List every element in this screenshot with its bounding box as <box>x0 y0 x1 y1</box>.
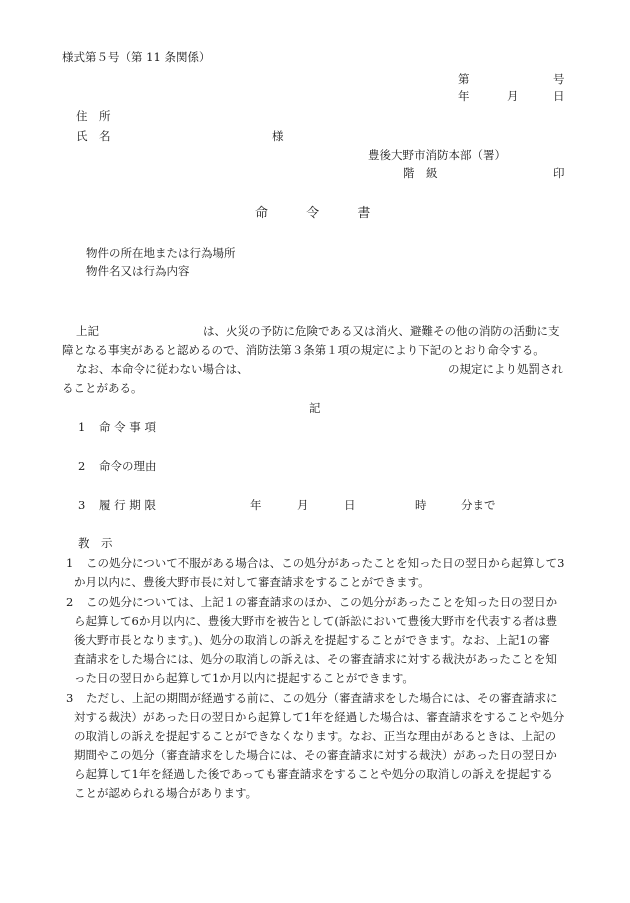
object-name-label: 物件名又は行為内容 <box>86 264 190 278</box>
item-3-label: 履 行 期 限 <box>99 498 156 512</box>
deadline-year-label: 年 <box>250 498 262 512</box>
notice-3-line-6: ことが認められる場合があります。 <box>74 786 258 800</box>
item-2-number: 2 <box>78 459 86 473</box>
rank-label: 階 級 <box>403 166 438 180</box>
body-p2-start: なお、本命令に従わない場合は、 <box>76 362 249 376</box>
date-year-label: 年 <box>458 89 470 103</box>
form-label: 様式第５号（第 11 条関係） <box>62 50 211 64</box>
notice-2-line-2: ら起算して6か月以内に、豊後大野市を被告として(訴訟において豊後大野市を代表する者は豊 <box>74 614 558 628</box>
body-p1-start: 上記 <box>76 324 99 338</box>
notice-3-line-2: 対する裁決）があった日の翌日から起算して1年を経過した場合は、審査請求をすることや処分 <box>74 710 565 724</box>
notice-2-line-3: 後大野市長となります。)、処分の取消しの訴えを提起することができます。なお、上記1の審 <box>74 633 550 647</box>
title-char-3: 書 <box>357 206 371 221</box>
deadline-hour-label: 時 <box>415 498 427 512</box>
notice-3-line-1: ただし、上記の期間が経過する前に、この処分（審査請求をした場合には、その審査請求に <box>86 691 558 705</box>
issuer-org: 豊後大野市消防本部（署） <box>368 148 506 162</box>
notice-1-line-1: この処分について不服がある場合は、この処分があったことを知った日の翌日から起算して3 <box>86 556 565 570</box>
title-char-1: 命 <box>255 206 269 221</box>
date-day-label: 日 <box>553 89 565 103</box>
name-label: 氏 名 <box>76 129 111 143</box>
document-title <box>255 206 370 222</box>
notice-1-line-2: か月以内に、豊後大野市長に対して審査請求をすることができます。 <box>74 575 430 589</box>
title-char-2: 令 <box>306 206 320 221</box>
notice-3-line-5: ら起算して1年を経過した後であっても審査請求をすることや処分の取消しの訴えを提起する <box>74 767 553 781</box>
location-label: 物件の所在地または行為場所 <box>86 246 236 260</box>
notice-3-line-3: の取消しの訴えを提起することができなくなります。なお、正当な理由があるときは、上記の <box>74 729 557 743</box>
notice-3-line-4: 期間やこの処分（審査請求をした場合には、その審査請求に対する裁決）があった日の翌日か <box>74 748 557 762</box>
item-3-number: 3 <box>78 498 86 512</box>
item-1-number: 1 <box>78 420 86 434</box>
item-1-label: 命 令 事 項 <box>99 420 156 434</box>
deadline-day-label: 日 <box>344 498 356 512</box>
body-p2-line1: の規定により処罰され <box>448 362 563 376</box>
body-p1-line2: 障となる事実があると認めるので、消防法第３条第１項の規定により下記のとおり命令する。 <box>62 343 545 357</box>
notice-2-number: 2 <box>66 595 74 609</box>
notice-2-line-4: 査請求をした場合には、処分の取消しの訴えは、その審査請求に対する裁決があったことを知 <box>74 652 557 666</box>
number-prefix: 第 <box>458 72 470 86</box>
notice-heading: 教 示 <box>78 536 113 550</box>
honorific-sama: 様 <box>272 129 284 143</box>
notice-2-line-5: った日の翌日から起算して1か月以内に提起することができます。 <box>74 671 414 685</box>
notice-2-line-1: この処分については、上記１の審査請求のほか、この処分があったことを知った日の翌日か <box>86 595 558 609</box>
notice-1-number: 1 <box>66 556 74 570</box>
body-p1-line1: は、火災の予防に危険である又は消火、避難その他の消防の活動に支 <box>203 324 560 338</box>
seal-mark: 印 <box>553 166 565 180</box>
item-2-label: 命令の理由 <box>99 459 157 473</box>
number-suffix: 号 <box>553 72 565 86</box>
address-label: 住 所 <box>76 109 111 123</box>
date-month-label: 月 <box>507 89 519 103</box>
body-p2-line2: ることがある。 <box>62 381 143 395</box>
deadline-minute-label: 分まで <box>461 498 496 512</box>
deadline-month-label: 月 <box>297 498 309 512</box>
ki-heading: 記 <box>309 401 321 415</box>
notice-3-number: 3 <box>66 691 74 705</box>
